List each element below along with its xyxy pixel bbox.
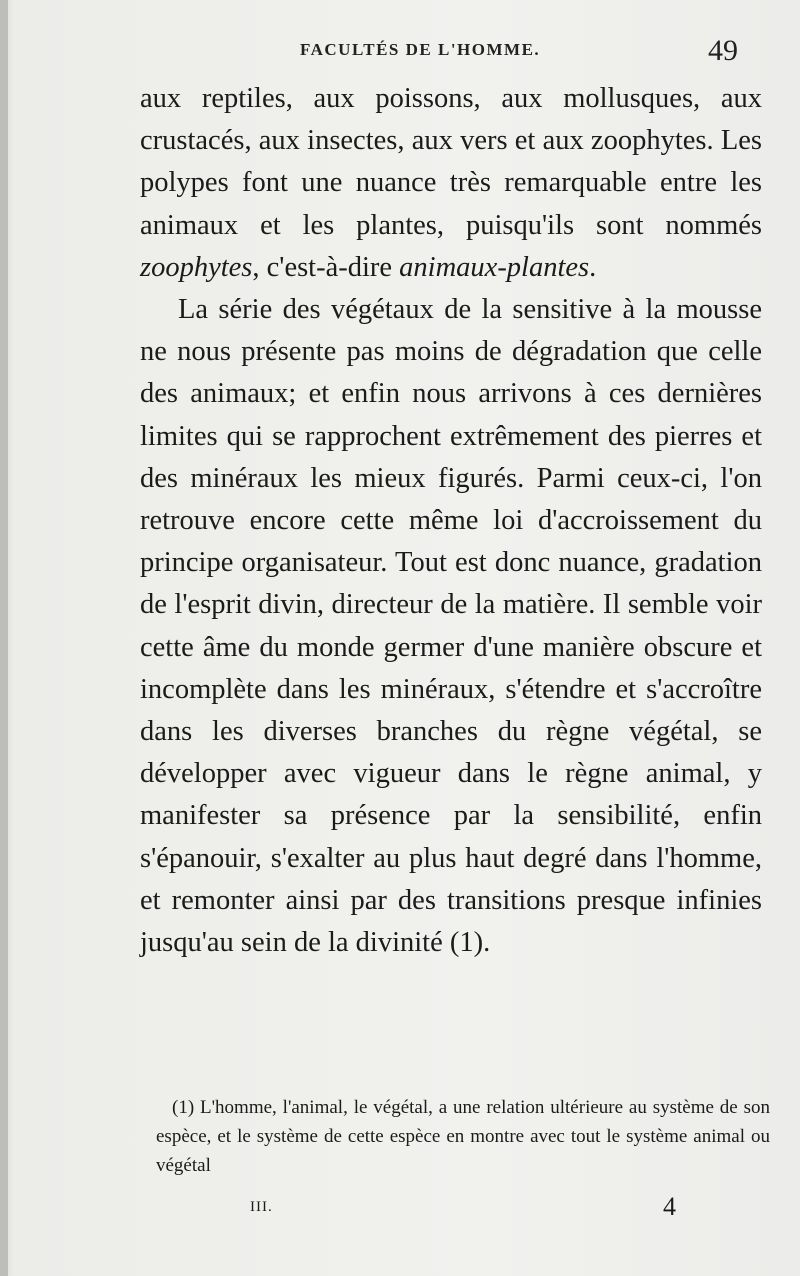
- paragraph-1-text-b: , c'est-à-dire: [252, 251, 400, 283]
- running-title: FACULTÉS DE L'HOMME.: [300, 40, 541, 59]
- paragraph-1-text-c: .: [589, 251, 597, 283]
- paragraph-2: La série des végétaux de la sensitive à la mousse ne nous présente pas moins de dégradation que celle des animaux; et enfin nous arrivons à ces dernières limites qui se rapprochent extrêmement des pierres et des minéraux les mieux figurés. Parmi ceux-ci, l'on retrouve encore cette même loi d'accroissement du principe organisateur. Tout est donc nuance, gradation de l'esprit divin, directeur de la matière. Il semble voir cette âme du monde germer d'une manière obscure et incomplète dans les minéraux, s'étendre et s'accroître dans les diverses branches du règne végétal, se développer avec vigueur dans le règne animal, y manifester sa présence par la sensibilité, enfin s'épanouir, s'exalter au plus haut degré dans l'homme, et remonter ainsi par des transitions presque infinies jusqu'au sein de la divinité (1).: [140, 294, 762, 959]
- main-text: [140, 78, 762, 964]
- page-number: 49: [708, 34, 738, 67]
- sheet-number: 4: [663, 1192, 676, 1221]
- term-animaux-plantes: animaux-plantes: [399, 251, 590, 283]
- term-zoophytes: zoophytes: [140, 251, 253, 283]
- paragraph-1: [140, 78, 762, 289]
- paragraph-1-text-a: aux reptiles, aux poissons, aux mollusques, aux crustacés, aux insectes, aux vers et aux zoophytes. Les polypes font une nuance très remarquable entre les animaux et les plantes, puisqu'ils sont nommés: [140, 83, 762, 241]
- footnote-text: (1) L'homme, l'animal, le végétal, a une relation ultérieure au système de son espèce, et le système de cette espèce en montre avec tout le système animal ou végétal: [156, 1097, 770, 1176]
- signature-mark: III.: [250, 1199, 273, 1215]
- footnote: [156, 1093, 770, 1180]
